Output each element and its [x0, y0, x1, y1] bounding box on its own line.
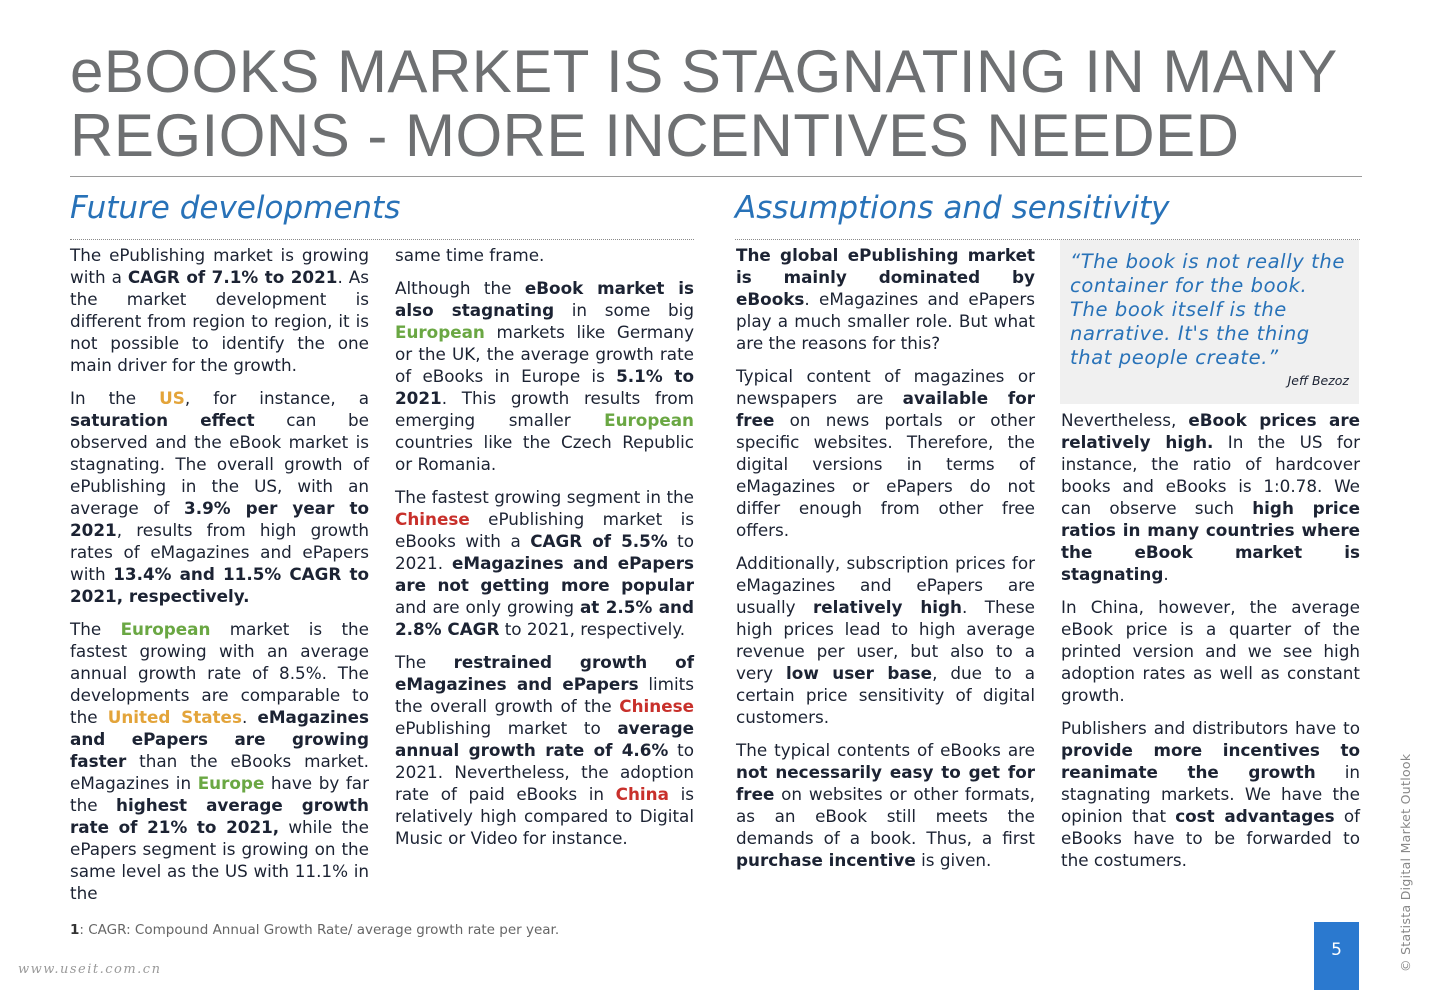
paragraph: The European market is the fastest growing with an average annual growth rate of 8.5%. The developments are comparable to the United States. eMagazines and ePapers are growing faster than the eBooks market. eMagazines in Europe have by far the highest average growth rate of 21% to 2021, while the ePapers segment is growing on the same level as the US with 11.1% in the	[70, 619, 370, 903]
paragraph: The typical contents of eBooks are not necessarily easy to get for free on websites or other formats, as an eBook still meets the demands of a book. Thus, a first purchase incentive is given.	[736, 740, 1035, 870]
quote-author: Jeff Bezoz	[1287, 373, 1349, 388]
paragraph: Nevertheless, eBook prices are relatively high. In the US for instance, the ratio of hardcover books and eBooks is 1:0.78. We can observe such high price ratios in many countries where the eBook market is stagnating.	[1061, 410, 1361, 584]
future-developments-heading: Future developments	[70, 190, 401, 226]
paragraph: The fastest growing segment in the Chinese ePublishing market is eBooks with a CAGR of 5.5% to 2021. eMagazines and ePapers are not getting more popular and are only growing at 2.5% and 2.8% CAGR to 2021, respectively.	[395, 487, 694, 639]
paragraph: Although the eBook market is also stagnating in some big European markets like Germany or the UK, the average growth rate of eBooks in Europe is 5.1% to 2021. This growth results from emerging smaller European countries like the Czech Republic or Romania.	[395, 278, 694, 474]
page-title-line-2: REGIONS - MORE INCENTIVES NEEDED	[70, 102, 1240, 169]
paragraph: The global ePublishing market is mainly dominated by eBooks. eMagazines and ePapers play a much smaller role. But what are the reasons for this?	[736, 245, 1035, 353]
paragraph: In the US, for instance, a saturation effect can be observed and the eBook market is stagnating. The overall growth of ePublishing in the US, with an average of 3.9% per year to 2021, results from high growth rates of eMagazines and ePapers with 13.4% and 11.5% CAGR to 2021, respectively.	[70, 388, 370, 606]
text-column-3	[736, 244, 1035, 882]
quote-box	[1060, 240, 1359, 404]
text-column-1	[70, 244, 369, 915]
paragraph: The restrained growth of eMagazines and ePapers limits the overall growth of the Chinese ePublishing market to average annual growth rate of 4.6% to 2021. Nevertheless, the adoption rate of paid eBooks in China is relatively high compared to Digital Music or Video for instance.	[395, 652, 694, 848]
left-section-divider	[70, 239, 694, 240]
paragraph: The ePublishing market is growing with a CAGR of 7.1% to 2021. As the market development is different from region to region, it is not possible to identify the one main driver for the growth.	[70, 245, 369, 375]
paragraph: Typical content of magazines or newspapers are available for free on news portals or other specific websites. Therefore, the digital versions in terms of eMagazines or ePapers do not differ enough from other free offers.	[736, 366, 1035, 540]
assumptions-heading: Assumptions and sensitivity	[735, 190, 1170, 226]
text-column-4	[1061, 409, 1360, 882]
paragraph: same time frame.	[395, 245, 545, 265]
text-column-2	[395, 244, 694, 860]
quote-text: “The book is not really the container for the book. The book itself is the narrative. It's the thing that people create.”	[1070, 250, 1345, 369]
source-credit: © Statista Digital Market Outlook	[1398, 753, 1413, 972]
watermark: www.useit.com.cn	[18, 962, 162, 977]
footnote-text: : CAGR: Compound Annual Growth Rate/ average growth rate per year.	[79, 922, 560, 938]
page-title-line-1: eBOOKS MARKET IS STAGNATING IN MANY	[70, 38, 1338, 105]
page-title	[70, 40, 1370, 168]
footnote	[70, 922, 559, 938]
paragraph: In China, however, the average eBook price is a quarter of the printed version and we see high adoption rates as well as constant growth.	[1061, 597, 1360, 705]
paragraph: Publishers and distributors have to provide more incentives to reanimate the growth in stagnating markets. We have the opinion that cost advantages of eBooks have to be forwarded to the costumers.	[1061, 718, 1361, 870]
title-divider	[70, 176, 1362, 177]
footnote-marker: 1	[70, 922, 80, 938]
page-number: 5	[1314, 922, 1359, 990]
paragraph: Additionally, subscription prices for eMagazines and ePapers are usually relatively high. These high prices lead to high average revenue per user, but also to a very low user base, due to a certain price sensitivity of digital customers.	[736, 553, 1035, 727]
